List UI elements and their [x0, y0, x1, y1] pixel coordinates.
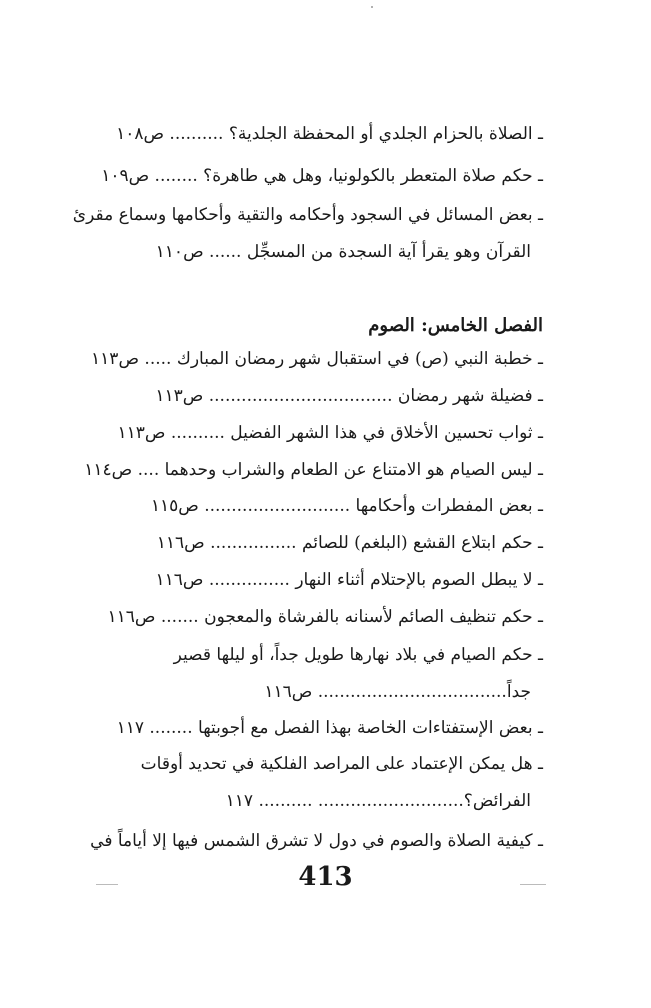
toc-entry: ـ حكم ابتلاع القشع (البلغم) للصائم ................ ص١١٦ [156, 533, 543, 553]
toc-entry: ـ الصلاة بالحزام الجلدي أو المحفظة الجلدية؟ .......... ص١٠٨ [116, 124, 543, 144]
toc-entry-continuation: الفرائض؟........................... .......... ١١٧ [225, 791, 531, 811]
toc-entry: ـ حكم الصيام في بلاد نهارها طويل جداً، أو ليلها قصير [173, 645, 543, 665]
toc-entry: ـ بعض المفطرات وأحكامها ........................... ص١١٥ [150, 496, 543, 516]
toc-entry: ـ بعض المسائل في السجود وأحكامه والتقية وأحكامها وسماع مقرئ [72, 205, 543, 225]
toc-entry: ـ لا يبطل الصوم بالإحتلام أثناء النهار ............... ص١١٦ [155, 570, 543, 590]
page-number: 413 [298, 862, 353, 892]
toc-entry: ـ حكم تنظيف الصائم لأسنانه بالفرشاة والمعجون ....... ص١١٦ [107, 607, 543, 627]
toc-entry: ـ فضيلة شهر رمضان .................................. ص١١٣ [155, 386, 543, 406]
toc-entry: ـ حكم صلاة المتعطر بالكولونيا، وهل هي طاهرة؟ ........ ص١٠٩ [101, 166, 543, 186]
toc-entry: ـ هل يمكن الإعتماد على المراصد الفلكية في تحديد أوقات [140, 754, 543, 774]
toc-entry: ـ بعض الإستفتاءات الخاصة بهذا الفصل مع أجوبتها ........ ١١٧ [116, 718, 543, 738]
toc-entry: ـ ثواب تحسين الأخلاق في هذا الشهر الفضيل .......... ص١١٣ [117, 423, 543, 443]
toc-entry: ـ ليس الصيام هو الامتناع عن الطعام والشراب وحدهما .... ص١١٤ [84, 460, 543, 480]
scan-mark [96, 884, 118, 885]
scan-speck [371, 6, 373, 8]
section-heading: الفصل الخامس: الصوم [368, 315, 543, 336]
toc-entry-continuation: القرآن وهو يقرأ آية السجدة من المسجِّل ...... ص١١٠ [155, 242, 531, 262]
toc-entry-continuation: جداً................................... ص١١٦ [264, 682, 531, 702]
toc-entry: ـ خطبة النبي (ص) في استقبال شهر رمضان المبارك ..... ص١١٣ [91, 349, 543, 369]
scan-mark [520, 884, 546, 885]
toc-entry: ـ كيفية الصلاة والصوم في دول لا تشرق الشمس فيها إلا أياماً في [90, 831, 543, 851]
